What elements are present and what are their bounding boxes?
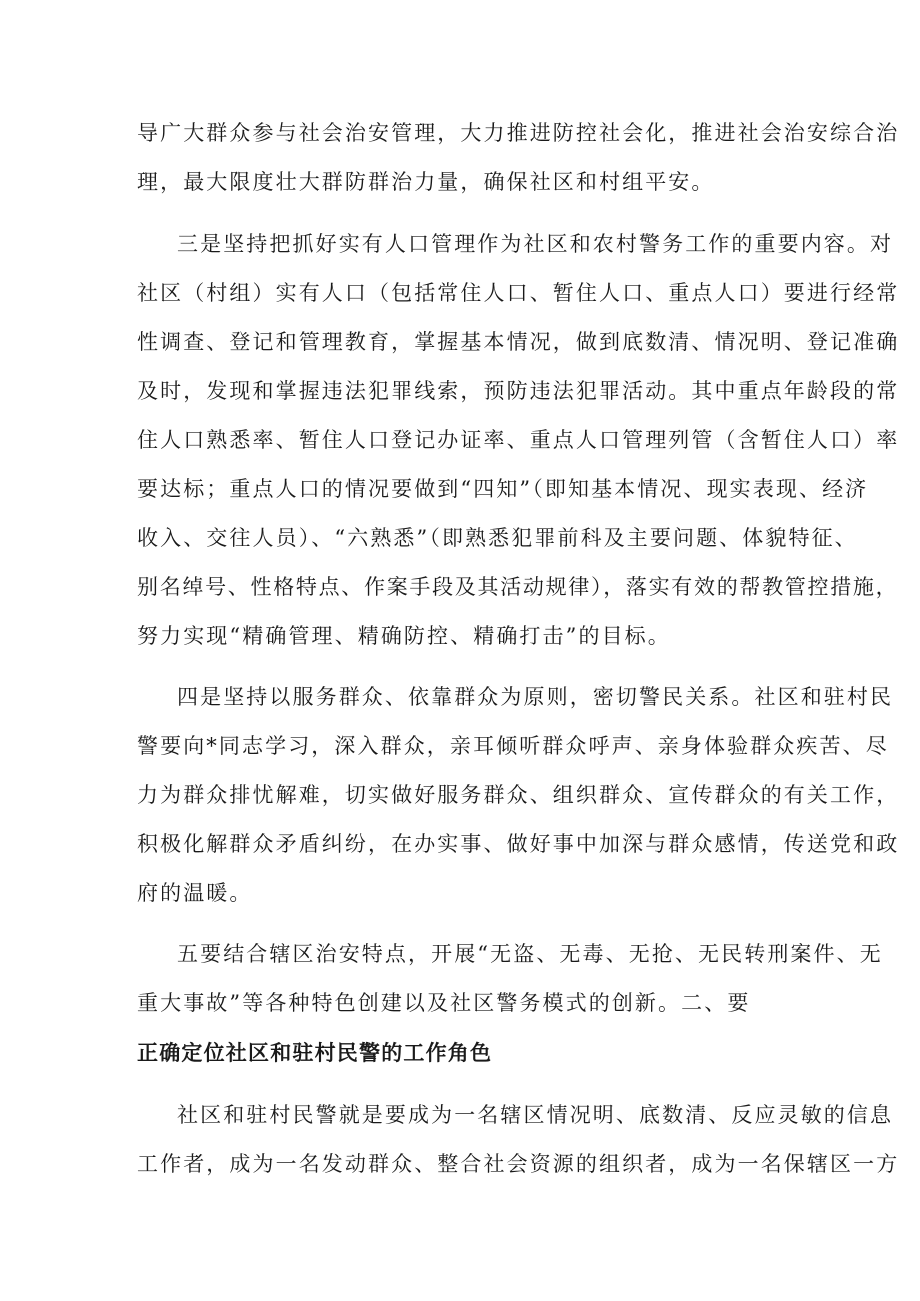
- section-heading: 正确定位社区和驻村民警的工作角色: [137, 1041, 493, 1065]
- paragraph-line: 社区和驻村民警就是要成为一名辖区情况明、底数清、反应灵敏的信息: [177, 1103, 894, 1127]
- paragraph-line: 重大事故”等各种特色创建以及社区警务模式的创新。二、要: [137, 991, 751, 1015]
- paragraph-line: 警要向*同志学习，深入群众，亲耳倾听群众呼声、亲身体验群众疾苦、尽: [137, 734, 889, 758]
- paragraph-line: 五要结合辖区治安特点，开展“无盗、无毒、无抢、无民转刑案件、无: [177, 942, 883, 966]
- paragraph-line: 府的温暖。: [137, 881, 253, 905]
- paragraph-line: 社区（村组）实有人口（包括常住人口、暂住人口、重点人口）要进行经常: [137, 281, 900, 305]
- paragraph-line: 力为群众排忧解难，切实做好服务群众、组织群众、宣传群众的有关工作，: [137, 783, 900, 807]
- paragraph-line: 收入、交往人员）、“六熟悉”（即熟悉犯罪前科及主要问题、体貌特征、: [137, 526, 858, 550]
- paragraph-line: 要达标；重点人口的情况要做到“四知”（即知基本情况、现实表现、经济: [137, 477, 869, 501]
- paragraph-line: 三是坚持把抓好实有人口管理作为社区和农村警务工作的重要内容。对: [177, 232, 894, 256]
- paragraph-line: 努力实现“精确管理、精确防控、精确打击”的目标。: [137, 624, 671, 648]
- paragraph-line: 别名绰号、性格特点、作案手段及其活动规律），落实有效的帮教管控措施，: [137, 575, 899, 599]
- paragraph-line: 导广大群众参与社会治安管理，大力推进防控社会化，推进社会治安综合治: [137, 121, 900, 145]
- paragraph-line: 积极化解群众矛盾纠纷，在办实事、做好事中加深与群众感情，传送党和政: [137, 832, 900, 856]
- paragraph-line: 理，最大限度壮大群防群治力量，确保社区和村组平安。: [137, 170, 715, 194]
- paragraph-line: 及时，发现和掌握违法犯罪线索，预防违法犯罪活动。其中重点年龄段的常: [137, 379, 900, 403]
- paragraph-line: 四是坚持以服务群众、依靠群众为原则，密切警民关系。社区和驻村民: [177, 685, 894, 709]
- paragraph-line: 住人口熟悉率、暂住人口登记办证率、重点人口管理列管（含暂住人口）率: [137, 428, 900, 452]
- paragraph-line: 性调查、登记和管理教育，掌握基本情况，做到底数清、情况明、登记准确: [137, 330, 900, 354]
- paragraph-line: 工作者，成为一名发动群众、整合社会资源的组织者，成为一名保辖区一方: [137, 1152, 900, 1176]
